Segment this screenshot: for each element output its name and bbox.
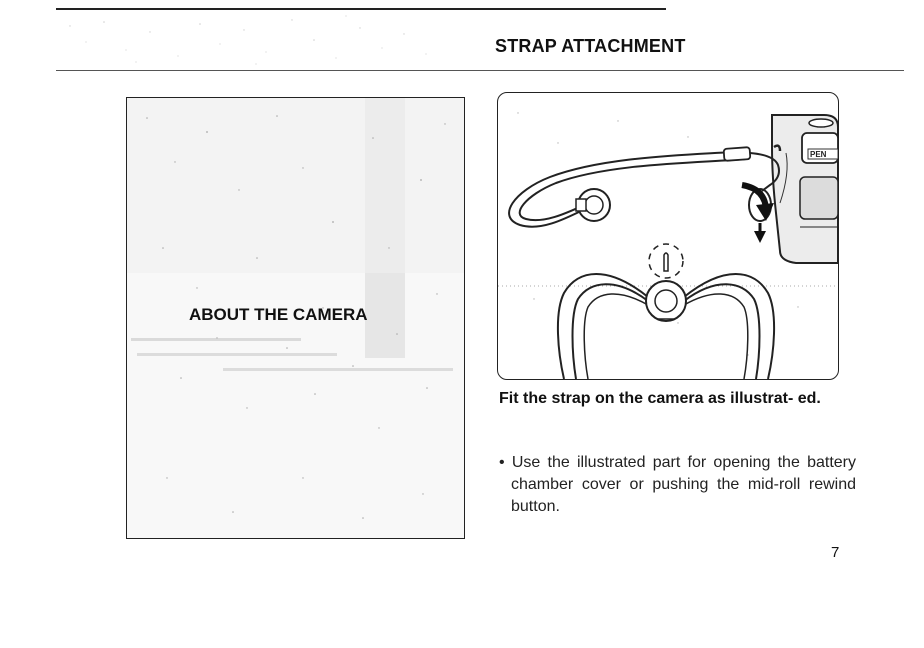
strap-loop-diagram: [558, 244, 774, 379]
page-title: STRAP ATTACHMENT: [495, 36, 686, 56]
section-tab-label: ABOUT THE CAMERA: [189, 305, 368, 324]
camera-body-icon: [772, 115, 838, 263]
top-rule: [56, 8, 666, 10]
figure-caption: Fit the strap on the camera as illustrat- ed.: [499, 390, 821, 407]
section-tab-box: [126, 97, 465, 539]
header-rule: [56, 70, 904, 71]
strap-icon: [509, 147, 779, 227]
svg-text:PEN: PEN: [810, 150, 827, 159]
page-number: 7: [831, 544, 840, 561]
strap-illustration: [497, 92, 839, 380]
instruction-bullet: • Use the illustrated part for opening the battery chamber cover or pushing the mid-roll rewind button.: [499, 454, 856, 515]
header-speckle-texture: [60, 12, 440, 68]
